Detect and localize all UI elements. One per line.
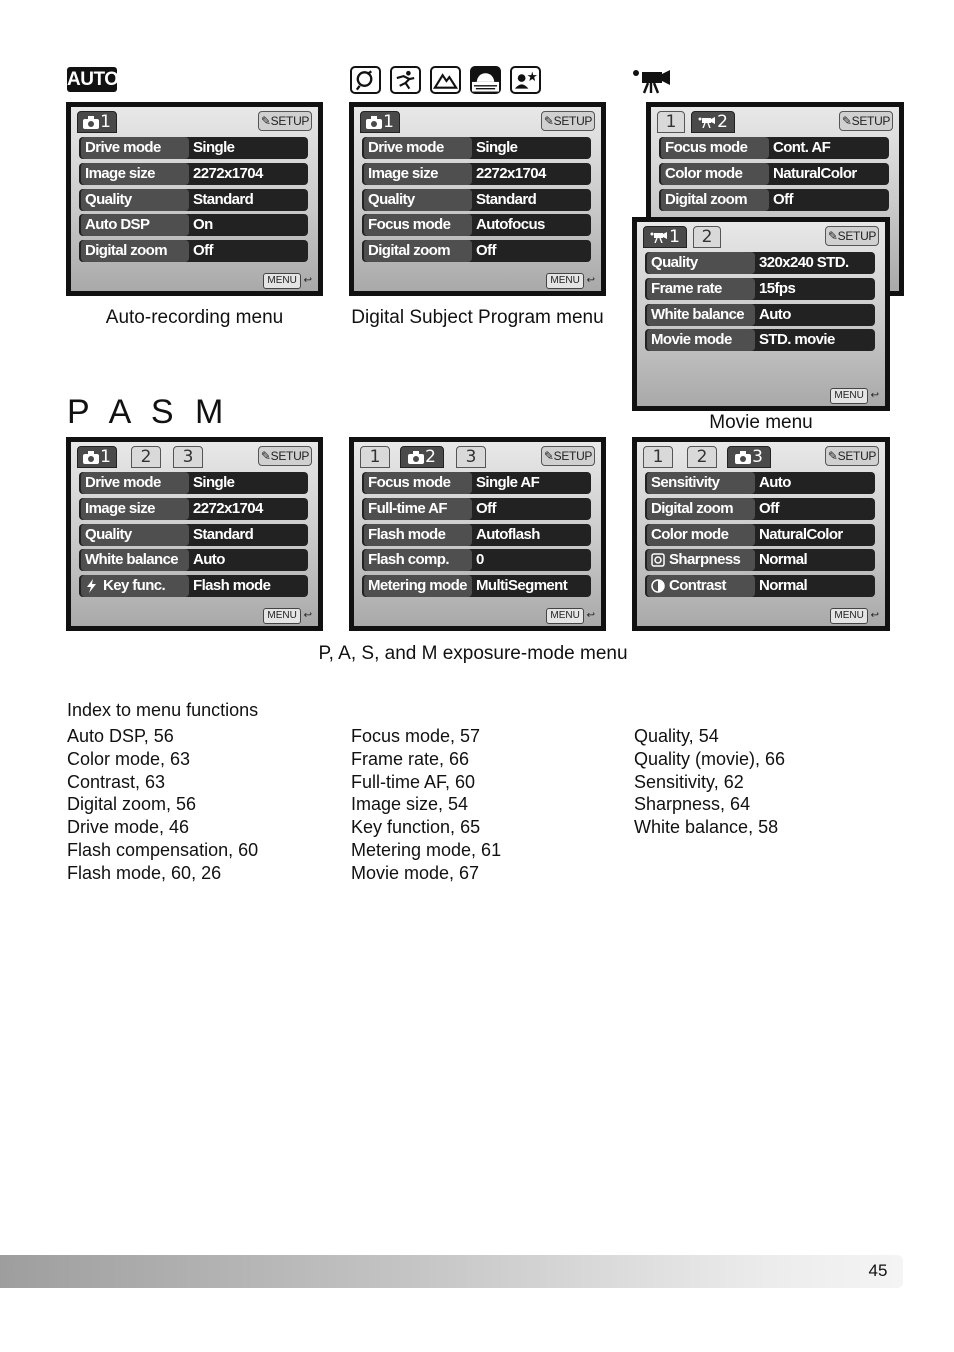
index-entry: Full-time AF, 60 bbox=[351, 771, 476, 792]
tab-1[interactable]: 1 bbox=[657, 111, 685, 133]
menu-row[interactable]: Movie mode STD. movie bbox=[645, 329, 875, 351]
menu-row[interactable]: Contrast Normal bbox=[645, 575, 875, 597]
menu-row[interactable]: Full-time AF Off bbox=[362, 498, 591, 520]
pasm-heading: P A S M bbox=[67, 393, 230, 431]
menu-row[interactable]: Metering mode MultiSegment bbox=[362, 575, 591, 597]
menu-back-button[interactable]: MENU ↩ bbox=[546, 608, 595, 622]
menu-row[interactable]: Focus mode Single AF bbox=[362, 472, 591, 494]
tab-3[interactable]: 3 bbox=[727, 446, 771, 468]
menu-row[interactable]: Color mode NaturalColor bbox=[659, 163, 889, 185]
menu-row[interactable]: Flash mode Autoflash bbox=[362, 524, 591, 546]
menu-row[interactable]: Drive mode Single bbox=[362, 137, 591, 159]
tab-2[interactable]: 2 bbox=[691, 111, 735, 133]
menu-row[interactable]: Digital zoom Off bbox=[362, 240, 591, 262]
menu-row[interactable]: Image size 2272x1704 bbox=[362, 163, 591, 185]
menu-row[interactable]: Color mode NaturalColor bbox=[645, 524, 875, 546]
index-entry: Sensitivity, 62 bbox=[634, 771, 744, 792]
index-entry: Focus mode, 57 bbox=[351, 726, 481, 746]
pasm-screen-tab2 bbox=[349, 437, 606, 631]
auto-recording-screen bbox=[66, 102, 323, 296]
index-entry: Contrast, 63 bbox=[67, 771, 166, 792]
menu-row[interactable]: Digital zoom Off bbox=[645, 498, 875, 520]
landscape-icon bbox=[430, 66, 461, 94]
movie-camera-icon bbox=[632, 66, 672, 94]
caption-dsp: Digital Subject Program menu bbox=[351, 307, 604, 328]
movie-camera-icon bbox=[698, 116, 716, 128]
menu-back-button[interactable]: MENU ↩ bbox=[263, 608, 312, 622]
caption-auto: Auto-recording menu bbox=[105, 307, 284, 328]
camera-icon bbox=[83, 451, 99, 464]
caption-pasm: P, A, S, and M exposure-mode menu bbox=[318, 643, 628, 664]
menu-row[interactable]: Sensitivity Auto bbox=[645, 472, 875, 494]
digital-subject-screen bbox=[349, 102, 606, 296]
index-entry: Frame rate, 66 bbox=[351, 748, 470, 769]
flash-icon bbox=[85, 579, 99, 593]
menu-row[interactable]: Quality Standard bbox=[362, 189, 591, 211]
tab-3[interactable]: 3 bbox=[456, 446, 486, 468]
index-column-2 bbox=[351, 725, 501, 885]
pasm-screen-tab3 bbox=[632, 437, 890, 631]
tab-1[interactable]: 1 bbox=[77, 111, 117, 133]
menu-row[interactable]: White balance Auto bbox=[79, 549, 308, 571]
sharpness-icon bbox=[651, 553, 665, 567]
index-entry: Color mode, 63 bbox=[67, 748, 191, 769]
movie-screen-tab1 bbox=[632, 217, 890, 411]
index-entry: Auto DSP, 56 bbox=[67, 726, 174, 746]
index-entry: Metering mode, 61 bbox=[351, 839, 502, 860]
menu-row[interactable]: White balance Auto bbox=[645, 304, 875, 326]
index-column-1 bbox=[67, 725, 258, 885]
footer-bar bbox=[0, 1255, 903, 1288]
index-entry: Sharpness, 64 bbox=[634, 794, 751, 815]
menu-row[interactable]: Focus mode Cont. AF bbox=[659, 137, 889, 159]
index-entry: Key function, 65 bbox=[351, 817, 481, 838]
menu-row[interactable]: Key func. Flash mode bbox=[79, 575, 308, 597]
movie-camera-icon bbox=[650, 231, 668, 243]
menu-row[interactable]: Quality Standard bbox=[79, 189, 308, 211]
menu-row[interactable]: Digital zoom Off bbox=[659, 189, 889, 211]
menu-row[interactable]: Quality 320x240 STD. bbox=[645, 252, 875, 274]
menu-row[interactable]: Drive mode Single bbox=[79, 472, 308, 494]
menu-row[interactable]: Frame rate 15fps bbox=[645, 278, 875, 300]
menu-row[interactable]: Image size 2272x1704 bbox=[79, 163, 308, 185]
index-entry: Flash compensation, 60 bbox=[67, 839, 259, 860]
setup-tab[interactable]: ✎SETUP bbox=[541, 111, 595, 131]
setup-tab[interactable]: ✎SETUP bbox=[825, 226, 879, 246]
camera-icon bbox=[735, 451, 751, 464]
sports-action-icon bbox=[390, 66, 421, 94]
sunset-icon bbox=[470, 66, 501, 94]
caption-movie: Movie menu bbox=[709, 412, 813, 433]
tab-1[interactable]: 1 bbox=[643, 226, 687, 248]
tab-2[interactable]: 2 bbox=[131, 446, 161, 468]
tab-1[interactable]: 1 bbox=[77, 446, 117, 468]
menu-row[interactable]: Drive mode Single bbox=[79, 137, 308, 159]
night-portrait-icon bbox=[510, 66, 541, 94]
menu-row[interactable]: Focus mode Autofocus bbox=[362, 214, 591, 236]
index-entry: Movie mode, 67 bbox=[351, 862, 480, 883]
camera-icon bbox=[408, 451, 424, 464]
index-entry: White balance, 58 bbox=[634, 817, 779, 838]
setup-tab[interactable]: ✎SETUP bbox=[825, 446, 879, 466]
index-column-3 bbox=[634, 725, 785, 839]
setup-tab[interactable]: ✎SETUP bbox=[541, 446, 595, 466]
index-title: Index to menu functions bbox=[67, 700, 259, 720]
page-number: 45 bbox=[868, 1261, 888, 1280]
menu-back-button[interactable]: MENU ↩ bbox=[546, 273, 595, 287]
tab-1[interactable]: 1 bbox=[360, 446, 390, 468]
index-entry: Drive mode, 46 bbox=[67, 817, 190, 838]
setup-tab[interactable]: ✎SETUP bbox=[839, 111, 893, 131]
tab-2[interactable]: 2 bbox=[693, 226, 721, 248]
portrait-icon bbox=[350, 66, 381, 94]
menu-row[interactable]: Digital zoom Off bbox=[79, 240, 308, 262]
tab-2[interactable]: 2 bbox=[400, 446, 444, 468]
contrast-icon bbox=[651, 579, 665, 593]
auto-mode-icon: AUTO bbox=[67, 69, 119, 90]
index-entry: Image size, 54 bbox=[351, 794, 469, 815]
menu-back-button[interactable]: MENU ↩ bbox=[830, 608, 879, 622]
tab-3[interactable]: 3 bbox=[173, 446, 203, 468]
menu-back-button[interactable]: MENU ↩ bbox=[830, 388, 879, 402]
tab-2[interactable]: 2 bbox=[687, 446, 717, 468]
index-entry: Flash mode, 60, 26 bbox=[67, 862, 222, 883]
menu-row[interactable]: Auto DSP On bbox=[79, 214, 308, 236]
index-entry: Quality, 54 bbox=[634, 726, 719, 746]
index-entry: Digital zoom, 56 bbox=[67, 794, 197, 815]
menu-row[interactable]: Quality Standard bbox=[79, 524, 308, 546]
menu-back-button[interactable]: MENU ↩ bbox=[263, 273, 312, 287]
tab-1[interactable]: 1 bbox=[643, 446, 673, 468]
camera-icon bbox=[366, 116, 382, 129]
pasm-screen-tab1 bbox=[66, 437, 323, 631]
setup-tab[interactable]: ✎SETUP bbox=[258, 446, 312, 466]
index-entry: Quality (movie), 66 bbox=[634, 748, 786, 769]
camera-icon bbox=[83, 116, 99, 129]
menu-row[interactable]: Flash comp. 0 bbox=[362, 549, 591, 571]
menu-row[interactable]: Image size 2272x1704 bbox=[79, 498, 308, 520]
menu-row[interactable]: Sharpness Normal bbox=[645, 549, 875, 571]
tab-1[interactable]: 1 bbox=[360, 111, 400, 133]
setup-tab[interactable]: ✎SETUP bbox=[258, 111, 312, 131]
